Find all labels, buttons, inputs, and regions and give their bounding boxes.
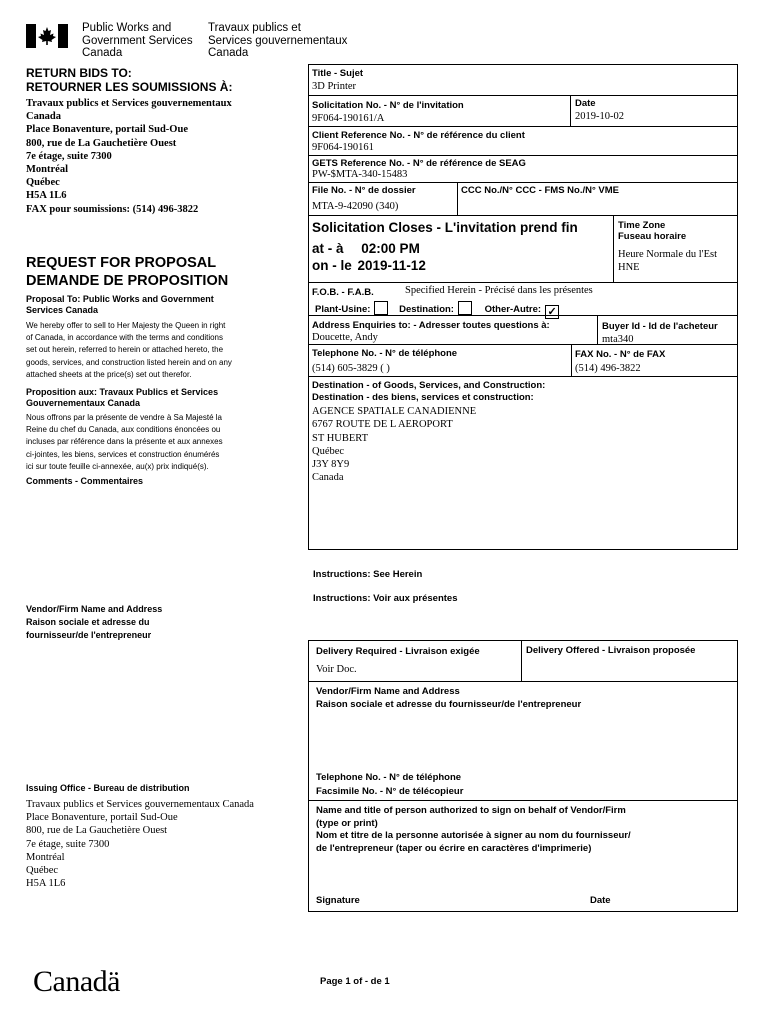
issuing-address-line: Montréal (26, 851, 65, 863)
phone-fax-labels (316, 771, 463, 799)
facsimile-label: Facsimile No. - N° de télécopieur (316, 786, 464, 797)
proposition-line: Gouvernementaux Canada (26, 398, 141, 408)
closes-on (312, 258, 426, 273)
proposal-to-line: Services Canada (26, 305, 99, 315)
proposition-aux (26, 387, 218, 409)
comments-label: Comments - Commentaires (26, 476, 144, 486)
return-address-line: Québec (26, 177, 60, 189)
destination-label-block (312, 380, 545, 404)
buyer-value: mta340 (602, 334, 634, 345)
dept-en-line: Government Services (82, 34, 193, 47)
client-ref-value: 9F064-190161 (312, 142, 374, 153)
form-rule (308, 215, 738, 216)
form-rule (308, 182, 738, 183)
rfp-title-line: REQUEST FOR PROPOSAL (26, 255, 217, 271)
offer-text-en (26, 320, 232, 381)
auth-line: de l'entrepreneur (taper ou écrire en caractères d'imprimerie) (316, 842, 592, 854)
offer-text-fr (26, 412, 223, 473)
return-address-line: H5A 1L6 (26, 190, 67, 202)
delivery-required-value: Voir Doc. (316, 664, 357, 675)
return-address-line: FAX pour soumissions: (514) 496-3822 (26, 203, 199, 215)
proposal-to (26, 294, 214, 316)
destination-address-line: J3Y 8Y9 (312, 459, 350, 471)
rfp-title-line: DEMANDE DE PROPOSITION (26, 273, 229, 289)
tz-label-line: Fuseau horaire (618, 231, 687, 242)
fax-label: FAX No. - N° de FAX (575, 349, 666, 360)
tel2-label: Telephone No. - N° de téléphone (316, 772, 462, 783)
form-rule (308, 155, 738, 156)
offer-fr-line: ici sur toute feuille ci-annexée, au(x) prix indiqué(s). (26, 461, 209, 471)
offer-en-line: We hereby offer to sell to Her Majesty the Queen in right (26, 321, 226, 330)
signature-date-label: Date (590, 895, 611, 906)
page-number: Page 1 of - de 1 (320, 976, 390, 987)
title-value: 3D Printer (312, 81, 357, 92)
address-enquiries-value: Doucette, Andy (312, 332, 378, 343)
form-rule (308, 126, 738, 127)
plant-checkbox[interactable] (374, 301, 388, 315)
form-rule (571, 344, 572, 376)
destination-address-line: Canada (312, 472, 344, 484)
file-value: MTA-9-42090 (340) (312, 201, 399, 212)
authorized-person-label (316, 805, 631, 855)
solicitation-value: 9F064-190161/A (312, 113, 385, 124)
dept-en-line: Public Works and (82, 22, 172, 34)
issuing-office-title: Issuing Office - Bureau de distribution (26, 783, 190, 793)
dept-fr-line: Travaux publics et (208, 22, 301, 34)
title-label: Title - Sujet (312, 68, 364, 79)
offer-fr-line: Reine du chef du Canada, aux conditions énoncées ou (26, 425, 221, 435)
return-address-line: Canada (26, 111, 62, 123)
date-value: 2019-10-02 (575, 111, 624, 122)
offer-fr-line: ci-jointes, les biens, services et construction énumérés (26, 449, 220, 459)
return-address (26, 97, 232, 216)
offer-en-line: attached sheets at the price(s) set out therefor. (26, 369, 192, 379)
issuing-office-address (26, 798, 254, 890)
department-name-en (82, 22, 193, 60)
tz-label-line: Time Zone (618, 220, 666, 231)
form-rule (308, 344, 738, 345)
vendor-firm-right (316, 685, 581, 711)
canada-wordmark: Canadä (33, 965, 120, 998)
signature-label: Signature (316, 895, 360, 906)
form-rule (597, 315, 598, 344)
telephone-value: (514) 605-3829 ( ) (312, 363, 390, 374)
timezone-label (618, 220, 686, 242)
form-rule (308, 95, 738, 96)
dept-en-line: Canada (82, 47, 123, 59)
return-address-line: Travaux publics et Services gouvernementaux (26, 98, 232, 109)
date-label: Date (575, 98, 596, 109)
form-rule (308, 376, 738, 377)
closes-title: Solicitation Closes - L'invitation prend fin (312, 220, 578, 235)
form-rule (613, 215, 614, 282)
issuing-address-line: H5A 1L6 (26, 878, 66, 890)
offer-en-line: goods, services, and construction listed herein and on any (26, 357, 232, 367)
delivery-required-label: Delivery Required - Livraison exigée (316, 646, 480, 657)
fob-label: F.O.B. - F.A.B. (312, 287, 374, 298)
return-bids-line: RETURN BIDS TO: (26, 66, 132, 80)
fob-value: Specified Herein - Précisé dans les présentes (405, 285, 593, 296)
return-address-line: Place Bonaventure, portail Sud-Oue (26, 124, 188, 136)
address-enquiries-label: Address Enquiries to: - Adresser toutes questions à: (312, 320, 550, 331)
rfp-title (26, 254, 228, 290)
form-rule (308, 681, 738, 682)
canada-flag-logo (26, 24, 68, 48)
buyer-label: Buyer Id - Id de l'acheteur (602, 321, 718, 332)
telephone-label: Telephone No. - N° de téléphone (312, 348, 458, 359)
form-rule (457, 182, 458, 215)
return-address-line: Montréal (26, 164, 68, 176)
auth-line: Nom et titre de la personne autorisée à signer au nom du fournisseur/ (316, 830, 631, 841)
return-address-line: 7e étage, suite 7300 (26, 150, 112, 162)
form-rule (521, 640, 522, 681)
other-label: Other-Autre: (484, 304, 542, 315)
form-rule (570, 95, 571, 126)
file-label: File No. - N° de dossier (312, 185, 416, 196)
offer-en-line: of Canada, in accordance with the terms and conditions (26, 333, 224, 343)
form-rule (308, 800, 738, 801)
delivery-offered-label: Delivery Offered - Livraison proposée (526, 645, 696, 656)
destination-address-line: ST HUBERT (312, 432, 369, 444)
issuing-address-line: Place Bonaventure, portail Sud-Oue (26, 812, 178, 824)
destination-address-line: AGENCE SPATIALE CANADIENNE (312, 406, 477, 417)
proposition-line: Proposition aux: Travaux Publics et Services (26, 387, 219, 397)
dest-label-line: Destination - of Goods, Services, and Construction: (312, 380, 546, 391)
dept-fr-line: Services gouvernementaux (208, 34, 348, 47)
auth-line: (type or print) (316, 817, 378, 829)
issuing-address-line: Travaux publics et Services gouvernementaux Canada (26, 799, 254, 810)
other-checkbox[interactable]: ✓ (545, 305, 559, 319)
at-value: 02:00 PM (361, 241, 420, 256)
on-value: 2019-11-12 (357, 258, 426, 273)
destination-label: Destination: (399, 304, 454, 315)
offer-en-line: set out herein, referred to herein or attached hereto, the (26, 345, 224, 355)
issuing-address-line: 800, rue de La Gauchetière Ouest (26, 825, 168, 837)
vendor-left-line: Vendor/Firm Name and Address (26, 604, 163, 614)
auth-line: Name and title of person authorized to sign on behalf of Vendor/Firm (316, 805, 626, 816)
vendor-right-line: Raison sociale et adresse du fournisseur/de l'entrepreneur (316, 699, 582, 710)
proposal-to-line: Proposal To: Public Works and Government (26, 294, 214, 304)
plant-label: Plant-Usine: (315, 304, 371, 315)
dept-fr-line: Canada (208, 47, 249, 59)
instructions-en: Instructions: See Herein (313, 569, 423, 580)
vendor-name-address-field[interactable] (312, 712, 732, 767)
offer-fr-line: incluses par référence dans la présente et aux annexes (26, 437, 223, 447)
authorized-person-field[interactable] (312, 860, 732, 890)
destination-checkbox[interactable] (458, 301, 472, 315)
timezone-value (618, 248, 717, 274)
tz-value-line: Heure Normale du l'Est (618, 249, 717, 260)
client-ref-label: Client Reference No. - N° de référence du client (312, 130, 525, 141)
issuing-address-line: 7e étage, suite 7300 (26, 838, 110, 850)
destination-address-line: 6767 ROUTE DE L AEROPORT (312, 419, 453, 431)
gets-value: PW-$MTA-340-15483 (312, 169, 408, 180)
destination-address-line: Québec (312, 445, 345, 457)
fob-options (315, 301, 563, 319)
return-bids-title (26, 66, 232, 94)
at-label: at - à (312, 241, 344, 256)
instructions-fr: Instructions: Voir aux présentes (313, 593, 458, 604)
tz-value-line: HNE (618, 262, 640, 273)
vendor-firm-left (26, 603, 162, 642)
department-name-fr (208, 22, 347, 60)
vendor-left-line: Raison sociale et adresse du (26, 617, 150, 627)
fax-value: (514) 496-3822 (575, 363, 641, 374)
gets-label: GETS Reference No. - N° de référence de SEAG (312, 158, 526, 169)
on-label: on - le (312, 258, 352, 273)
vendor-left-line: fournisseur/de l'entrepreneur (26, 630, 152, 640)
vendor-right-line: Vendor/Firm Name and Address (316, 686, 460, 697)
offer-fr-line: Nous offrons par la présente de vendre à Sa Majesté la (26, 413, 222, 422)
ccc-label: CCC No./N° CCC - FMS No./N° VME (461, 185, 620, 196)
dest-label-line: Destination - des biens, services et construction: (312, 392, 534, 403)
return-address-line: 800, rue de La Gauchetière Ouest (26, 137, 177, 149)
issuing-address-line: Québec (26, 865, 59, 877)
solicitation-label: Solicitation No. - N° de l'invitation (312, 100, 464, 111)
form-rule (308, 282, 738, 283)
destination-address (312, 405, 476, 485)
return-bids-line: RETOURNER LES SOUMISSIONS À: (26, 80, 233, 94)
closes-at (312, 241, 420, 256)
